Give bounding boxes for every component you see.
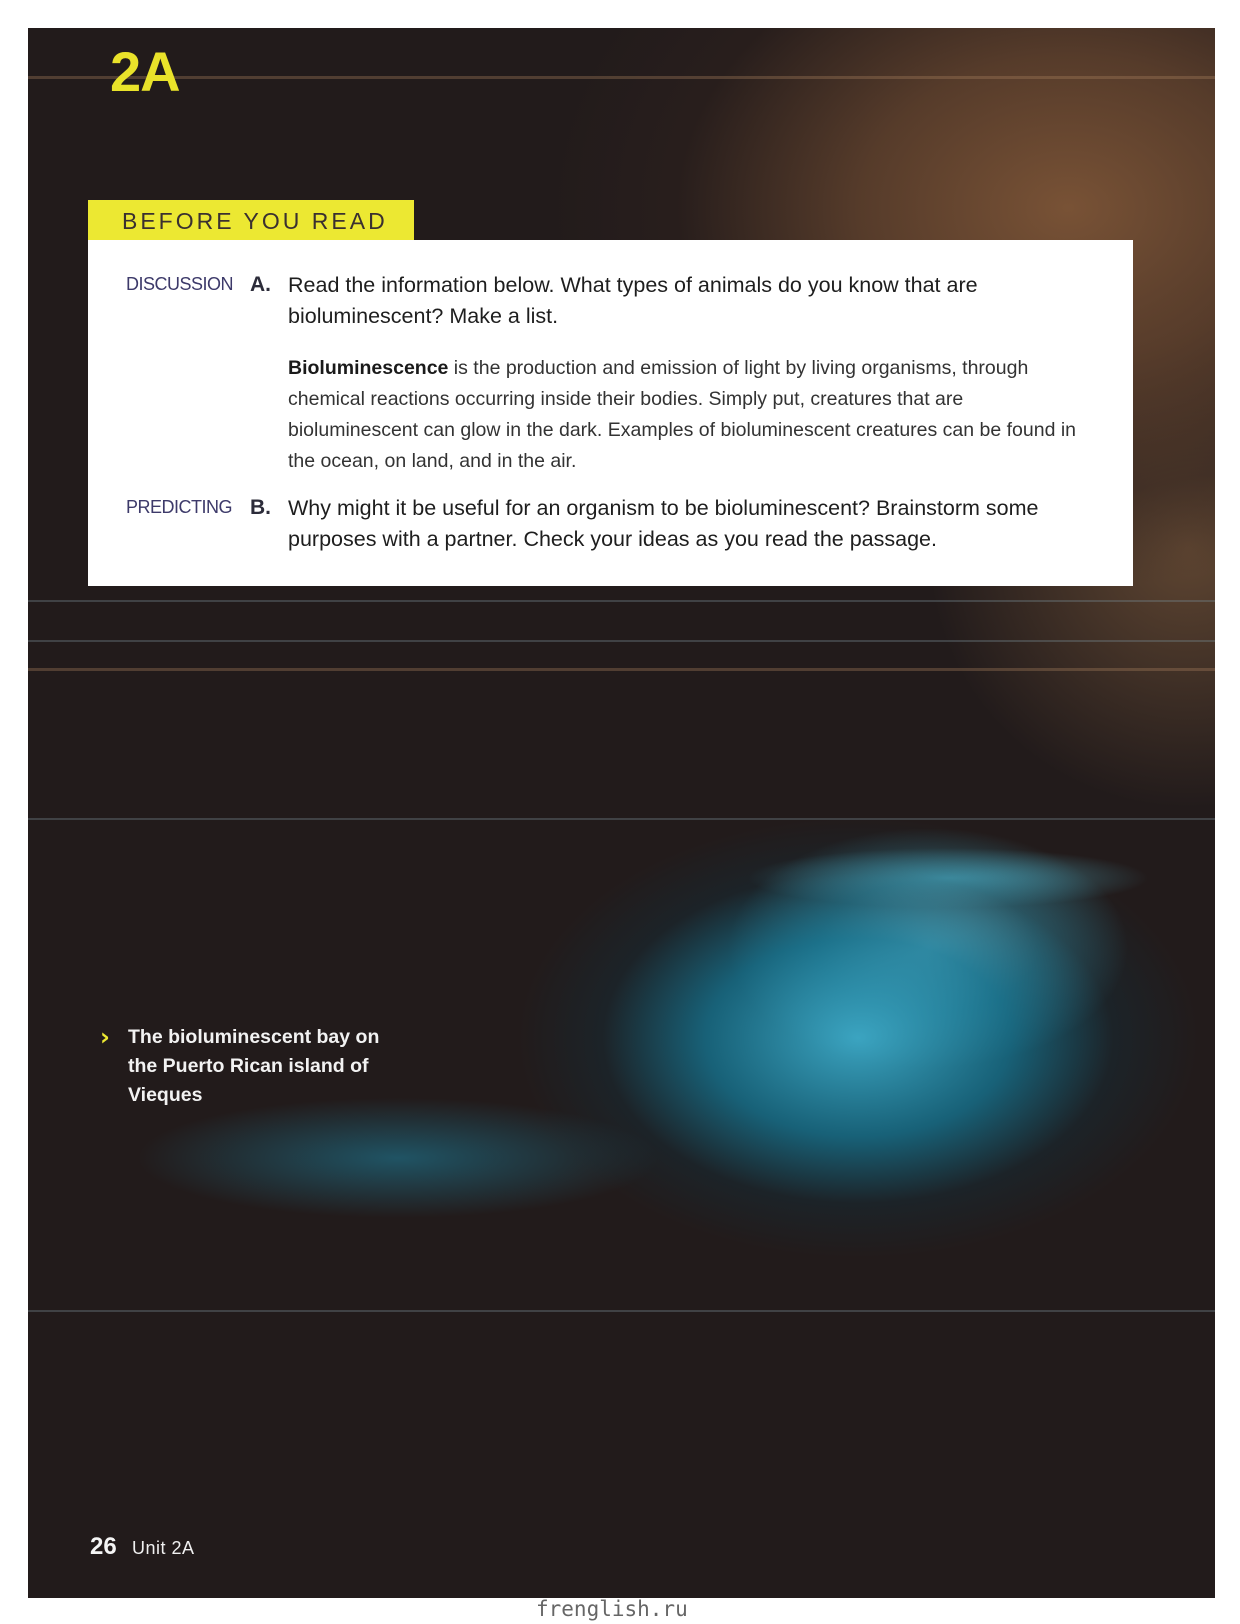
page-number: 26 [90, 1533, 117, 1560]
footer-unit-label: Unit 2A [132, 1538, 195, 1558]
bioluminescence-definition [288, 353, 1098, 477]
scan-streak [28, 600, 1215, 602]
definition-term: Bioluminescence [288, 357, 449, 379]
activity-question-a: Read the information below. What types of animals do you know that are bioluminescent? Make a list. [288, 273, 978, 328]
photo-caption: The bioluminescent bay on the Puerto Rican island of Vieques [128, 1026, 380, 1106]
section-tab: BEFORE YOU READ [88, 200, 414, 242]
activity-card [88, 240, 1133, 586]
chevron-right-icon: › [100, 1023, 110, 1051]
activity-label-discussion: DISCUSSION [126, 274, 234, 294]
definition-text: is the production and emission of light by living organisms, through chemical reactions occurring inside their bodies. Simply put, creatures that are bioluminescent can glow in the dark. Examples of bioluminescent creatures can be found in the ocean, on land, and in the air. [288, 357, 1077, 472]
scan-streak [28, 668, 1215, 671]
activity-label-predicting: PREDICTING [126, 497, 233, 517]
watermark: frenglish.ru [536, 1597, 688, 1621]
scan-streak [28, 1310, 1215, 1312]
unit-code: 2A [110, 40, 180, 103]
scan-streak [28, 76, 1215, 79]
scan-streak [28, 818, 1215, 820]
activity-letter-b: B. [250, 496, 271, 519]
activity-question-b: Why might it be useful for an organism to be bioluminescent? Brainstorm some purposes with a partner. Check your ideas as you read the passage. [288, 496, 1039, 551]
scan-streak [28, 640, 1215, 642]
activity-letter-a: A. [250, 273, 271, 296]
